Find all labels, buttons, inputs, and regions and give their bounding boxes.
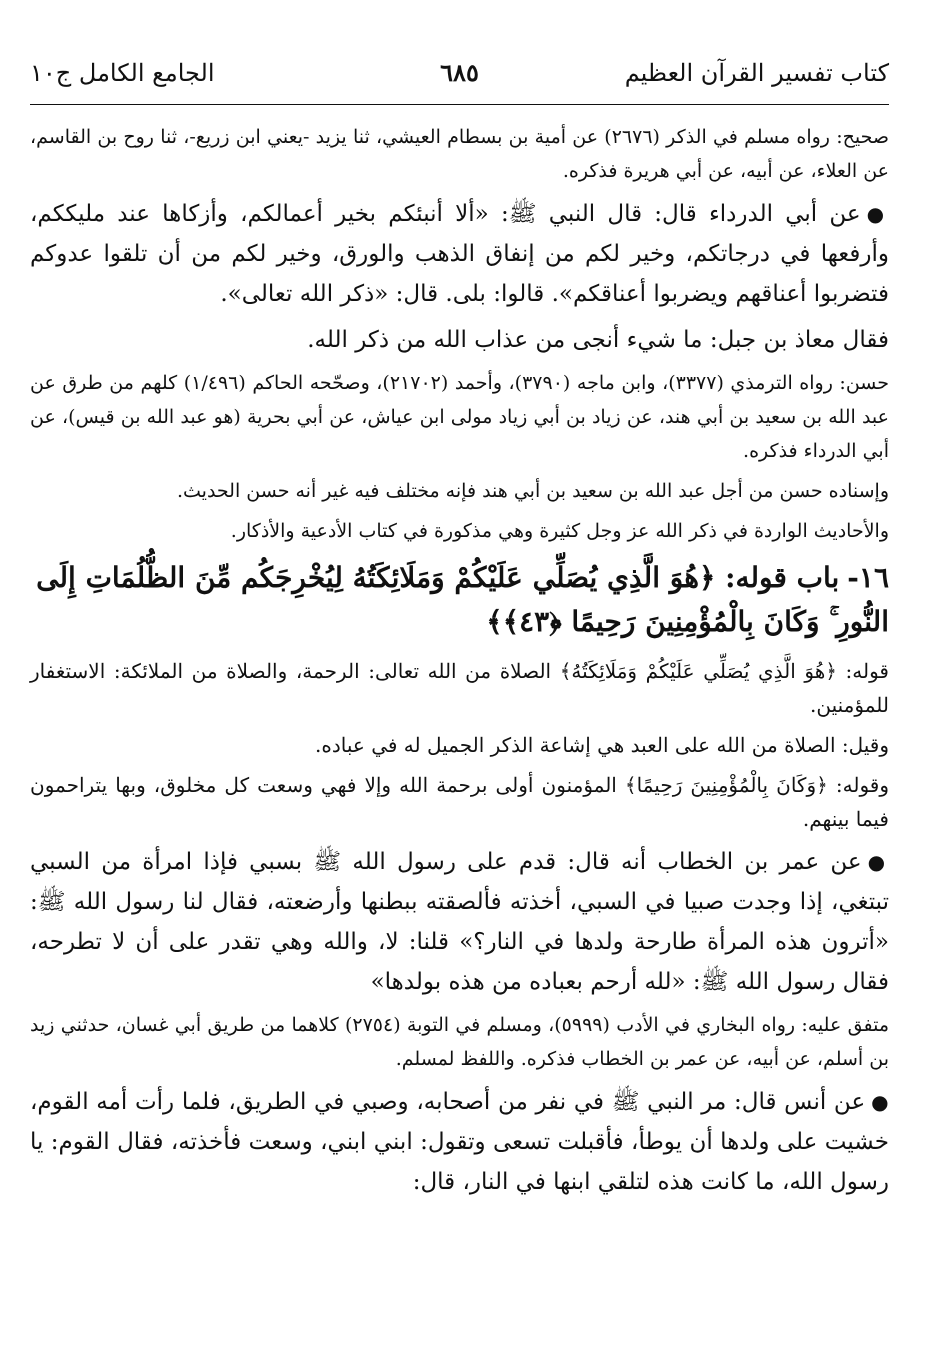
tafsir-comment: وقوله: ﴿وَكَانَ بِالْمُؤْمِنِينَ رَحِيمًا﴾ المؤمنون أولى برحمة الله وإلا فهي وسعت كل مخلوق، وبها يتراحمون فيما بينهم. (30, 773, 889, 831)
header-divider (30, 104, 889, 105)
page-number: ٦٨٥ (440, 58, 479, 87)
takhrij-paragraph: متفق عليه: رواه البخاري في الأدب (٥٩٩٩)، ومسلم في التوبة (٢٧٥٤) كلاهما من طريق أبي غسان، حدثني زيد بن أسلم، عن أبيه، عن عمر بن الخطاب فذكره. واللفظ لمسلم. (30, 1014, 889, 1070)
book-title: كتاب تفسير القرآن العظيم (624, 59, 889, 87)
hadith-text: عن أبي الدرداء قال: قال النبي ﷺ: «ألا أنبئكم بخير أعمالكم، وأزكاها عند مليككم، وأرفعها في درجاتكم، وخير لكم من إنفاق الذهب والورق، وخير لكم من أن تلقوا عدوكم فتضربوا أعناقهم ويضربوا أعناقكم». قالوا: بلى. قال: «ذكر الله تعالى». (30, 201, 889, 307)
bullet-icon: ● (871, 1090, 889, 1114)
page-body (30, 120, 889, 1208)
chapter-number: ١٦- (847, 561, 889, 594)
grading-note: وإسناده حسن من أجل عبد الله بن سعيد بن أبي هند فإنه مختلف فيه غير أنه حسن الحديث. (176, 480, 889, 502)
chapter-label: باب قوله: (725, 561, 840, 594)
takhrij-paragraph: حسن: رواه الترمذي (٣٣٧٧)، وابن ماجه (٣٧٩٠)، وأحمد (٢١٧٠٢)، وصحّحه الحاكم (١/٤٩٦) كلهم من طرق عن عبد الله بن سعيد بن أبي هند، عن زياد بن أبي زياد مولى ابن عياش، عن أبي بحرية (هو عبد الله بن قيس)، عن أبي الدرداء فذكره. (30, 372, 889, 462)
hadith-text: عن أنس قال: مر النبي ﷺ في نفر من أصحابه، وصبي في الطريق، فلما رأت أمه القوم، خشيت على ولدها أن يوطأ، فأقبلت تسعى وتقول: ابني ابني، وسعت فأخذته، فقال القوم: يا رسول الله، ما كانت هذه لتلقي ابنها في النار، قال: (30, 1089, 889, 1195)
hadith-continuation: فقال معاذ بن جبل: ما شيء أنجى من عذاب الله من ذكر الله. (307, 327, 889, 353)
tafsir-comment: قوله: ﴿هُوَ الَّذِي يُصَلِّي عَلَيْكُمْ وَمَلَائِكَتُهُ﴾ الصلاة من الله تعالى: الرحمة، والصلاة من الملائكة: الاستغفار للمؤمنين. (30, 659, 889, 717)
bullet-icon: ● (866, 202, 889, 226)
chapter-heading (30, 556, 889, 644)
tafsir-comment: وقيل: الصلاة من الله على العبد هي إشاعة الذكر الجميل له في عباده. (315, 733, 889, 757)
reference-note: والأحاديث الواردة في ذكر الله عز وجل كثيرة وهي مذكورة في كتاب الأدعية والأذكار. (230, 520, 889, 542)
running-header (30, 56, 889, 96)
chapter-verse-part-2: النُّورِ ۚ وَكَانَ بِالْمُؤْمِنِينَ رَحِيمًا ﴿٤٣﴾﴾ (486, 605, 889, 638)
hadith-paragraph (30, 1082, 889, 1202)
takhrij-paragraph: صحيح: رواه مسلم في الذكر (٢٦٧٦) عن أمية بن بسطام العيشي، ثنا يزيد -يعني ابن زريع-، ثنا روح بن القاسم، عن العلاء، عن أبيه، عن أبي هريرة فذكره. (30, 126, 889, 182)
hadith-paragraph (30, 842, 889, 1002)
bullet-icon: ● (867, 850, 890, 874)
chapter-heading-line-1 (30, 556, 889, 600)
volume-label: الجامع الكامل ج١٠ (30, 59, 215, 87)
chapter-verse-part-1: ﴿هُوَ الَّذِي يُصَلِّي عَلَيْكُمْ وَمَلَائِكَتُهُ لِيُخْرِجَكُم مِّنَ الظُّلُمَاتِ إِلَى (36, 561, 716, 594)
hadith-text: عن عمر بن الخطاب أنه قال: قدم على رسول الله ﷺ بسبي فإذا امرأة من السبي تبتغي، إذا وجدت صبيا في السبي، أخذته فألصقته ببطنها وأرضعته، فقال لنا رسول الله ﷺ: «أترون هذه المرأة طارحة ولدها في النار؟» قلنا: لا، والله وهي تقدر على أن لا تطرحه، فقال رسول الله ﷺ: «لله أرحم بعباده من هذه بولدها» (30, 849, 889, 995)
hadith-paragraph (30, 194, 889, 314)
